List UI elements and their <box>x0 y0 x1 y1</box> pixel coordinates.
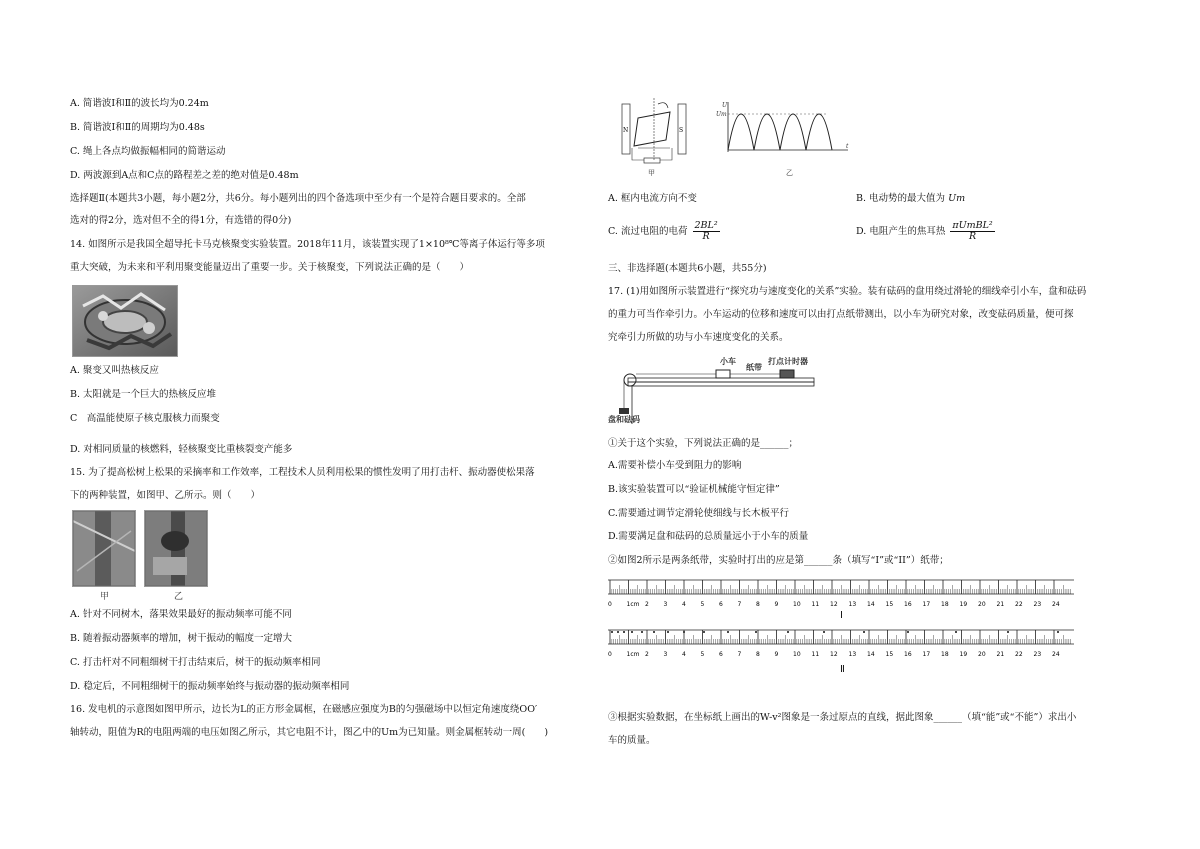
tape-dot <box>631 631 633 633</box>
ruler-tick-label: 10 <box>793 601 801 608</box>
ruler-tick-label: 6 <box>719 601 723 608</box>
svg-text:S: S <box>679 127 684 134</box>
q16-option-d-fraction <box>950 221 994 242</box>
ruler-tick-label: 7 <box>737 601 742 608</box>
ruler-tick-label: 11 <box>811 651 820 658</box>
graph-xlabel: t <box>846 143 849 150</box>
q17-sub3-line2: 车的质量。 <box>608 735 656 746</box>
tape-dot <box>823 631 825 633</box>
voltage-graph <box>716 98 856 160</box>
ruler-tick-label: 13 <box>848 651 857 658</box>
ruler-tick-label: 19 <box>959 601 968 608</box>
q15-option-b: B. 随着振动器频率的增加，树干振动的幅度一定增大 <box>70 633 293 644</box>
q17-sub3-line1: ③根据实验数据，在坐标纸上画出的W-v²图象是一条过原点的直线，据此图象______（填“能”或“不能”）求出小 <box>608 712 1077 723</box>
ruler-tick-label: 17 <box>922 651 931 658</box>
tape-dot <box>683 631 685 633</box>
generator-diagram <box>608 96 700 174</box>
q16-option-d-text: D. 电阻产生的焦耳热 <box>856 226 946 237</box>
tape-dot <box>755 631 757 633</box>
q14-stem-line2: 重大突破，为未来和平利用聚变能量迈出了重要一步。关于核聚变，下列说法正确的是（ ） <box>70 262 470 273</box>
ruler-tick-label: 13 <box>848 601 857 608</box>
q14-option-d: D. 对相同质量的核燃料，轻核聚变比重核裂变产能多 <box>70 444 293 455</box>
tape-dot <box>623 631 625 633</box>
apparatus-label-timer: 打点计时器 <box>768 356 808 366</box>
ruler-tick-label: 5 <box>700 601 705 608</box>
tape-dot <box>863 631 865 633</box>
ruler-tick-label: 8 <box>756 651 760 658</box>
section2-heading-line2: 选对的得2分，选对但不全的得1分，有选错的得0分) <box>70 215 292 226</box>
apparatus-label-cart: 小车 <box>720 356 736 366</box>
tokamak-image <box>73 286 177 356</box>
q17-sub1: ①关于这个实验，下列说法正确的是______； <box>608 438 799 449</box>
ruler-tick-label: 6 <box>719 651 723 658</box>
ruler-tick-label: 17 <box>922 601 931 608</box>
ruler-tick-label: 23 <box>1033 651 1042 658</box>
tape-dot <box>787 631 789 633</box>
tape-dot <box>907 631 909 633</box>
q17-stem-line3: 究牵引力所做的功与小车速度变化的关系。 <box>608 332 789 343</box>
section3-heading: 三、非选择题(本题共6小题，共55分) <box>608 263 767 274</box>
graph-um-tick: Um <box>716 111 727 118</box>
ruler-tape-2 <box>608 626 1078 666</box>
q15-option-a: A. 针对不同树木，落果效果最好的振动频率可能不同 <box>70 609 292 620</box>
ruler-tick-label: 21 <box>996 601 1005 608</box>
ruler-tick-label: 23 <box>1033 601 1042 608</box>
shaker-rod-photo <box>72 510 136 587</box>
ruler-tick-label: 20 <box>978 651 986 658</box>
ruler-tick-label: 19 <box>959 651 968 658</box>
ruler-tick-label: 21 <box>996 651 1005 658</box>
ruler-tick-label: 12 <box>830 651 838 658</box>
ruler-tick-label: 1cm <box>626 651 640 658</box>
ruler-tick-label: 10 <box>793 651 801 658</box>
ruler-tick-label: 8 <box>756 601 760 608</box>
ruler-tick-label: 22 <box>1015 601 1023 608</box>
tape-dot <box>703 631 705 633</box>
section2-heading-line1: 选择题Ⅱ(本题共3小题，每小题2分，共6分。每小题列出的四个备选项中至少有一个是符合题目要求的。全部 <box>70 193 526 204</box>
q16-option-c-text: C. 流过电阻的电荷 <box>608 226 688 237</box>
ruler-tick-label: 2 <box>645 601 649 608</box>
q16-option-b-text: B. 电动势的最大值为 <box>856 193 946 204</box>
q16-option-b <box>856 192 965 205</box>
ruler-tick-label: 18 <box>941 601 949 608</box>
tape-dot <box>653 631 655 633</box>
ruler-tick-label: 7 <box>737 651 742 658</box>
q16-option-d-numerator: πUmBL² <box>952 220 993 231</box>
ruler-tick-label: 18 <box>941 651 949 658</box>
q16-caption-yi: 乙 <box>786 169 793 177</box>
ruler-tick-label: 3 <box>663 601 668 608</box>
svg-text:N: N <box>623 127 629 134</box>
tape-dot <box>727 631 729 633</box>
q16-stem-line1: 16. 发电机的示意图如图甲所示，边长为L的正方形金属框，在磁感应强度为B的匀强磁场中以恒定角速度绕OO′ <box>70 704 538 715</box>
tape-dot <box>641 631 643 633</box>
q16-option-c-fraction <box>693 221 720 242</box>
ruler-2-label: Ⅱ <box>840 664 845 675</box>
q13-option-c: C. 绳上各点均做振幅相同的简谐运动 <box>70 146 226 157</box>
tape-dot <box>955 631 957 633</box>
ruler-tick-label: 4 <box>682 651 686 658</box>
q16-option-d <box>856 221 995 242</box>
ruler-tick-label: 9 <box>774 651 779 658</box>
q14-option-c: C 高温能使原子核克服核力而聚变 <box>70 413 220 424</box>
q16-stem-line2: 轴转动，阻值为R的电阻两端的电压如图乙所示，其它电阻不计，图乙中的Um为已知量。则金属框转动一周( ) <box>70 727 549 738</box>
ruler-tick-label: 9 <box>774 601 779 608</box>
q14-option-b: B. 太阳就是一个巨大的热核反应堆 <box>70 389 217 400</box>
q13-option-b: B. 简谐波Ⅰ和Ⅱ的周期均为0.48s <box>70 122 205 133</box>
ruler-tick-label: 0 <box>608 651 612 658</box>
q15-caption-jia: 甲 <box>100 592 110 602</box>
ruler-tick-label: 20 <box>978 601 986 608</box>
tokamak-photo <box>72 285 178 357</box>
q17-sub1-option-d: D.需要满足盘和砝码的总质量远小于小车的质量 <box>608 531 809 542</box>
ruler-tick-label: 24 <box>1052 601 1060 608</box>
q16-option-b-value: Um <box>948 193 966 204</box>
ruler-tick-label: 4 <box>682 601 686 608</box>
ruler-tick-label: 2 <box>645 651 649 658</box>
tape-dot <box>667 631 669 633</box>
graph-ylabel: U <box>722 102 728 109</box>
tape-dot <box>1057 631 1059 633</box>
q13-option-a: A. 简谐波Ⅰ和Ⅱ的波长均为0.24m <box>70 98 209 109</box>
vibrator-photo <box>144 510 208 587</box>
q17-sub1-option-b: B.该实验装置可以“验证机械能守恒定律” <box>608 484 780 495</box>
ruler-tick-label: 0 <box>608 601 612 608</box>
ruler-1-label: Ⅰ <box>840 610 843 621</box>
ruler-tick-label: 3 <box>663 651 668 658</box>
q16-option-c <box>608 221 720 242</box>
q17-sub2: ②如图2所示是两条纸带，实验时打出的应是第______条（填写“I”或“II”）纸带； <box>608 555 949 566</box>
ruler-tick-label: 14 <box>867 651 875 658</box>
q15-stem-line1: 15. 为了提高松树上松果的采摘率和工作效率，工程技术人员利用松果的惯性发明了用打击杆、振动器使松果落 <box>70 467 535 478</box>
vibrator-image <box>145 511 207 586</box>
ruler-tick-label: 16 <box>904 651 912 658</box>
q17-sub1-option-a: A.需要补偿小车受到阻力的影响 <box>608 460 742 471</box>
ruler-tick-label: 1cm <box>626 601 640 608</box>
q17-stem-line1: 17. (1)用如图所示装置进行“探究功与速度变化的关系”实验。装有砝码的盘用绕过滑轮的细线牵引小车，盘和砝码 <box>608 286 1087 297</box>
tree-rod-image <box>73 511 135 586</box>
ruler-tick-label: 5 <box>700 651 705 658</box>
apparatus-label-weights: 盘和砝码 <box>608 414 640 424</box>
ruler-tick-label: 24 <box>1052 651 1060 658</box>
ruler-tick-label: 11 <box>811 601 820 608</box>
q15-caption-yi: 乙 <box>174 592 184 602</box>
tape-dot <box>617 631 619 633</box>
q17-sub1-option-c: C.需要通过调节定滑轮使细线与长木板平行 <box>608 508 789 519</box>
q13-option-d: D. 两波源到A点和C点的路程差之差的绝对值是0.48m <box>70 170 299 181</box>
ruler-tick-label: 16 <box>904 601 912 608</box>
ruler-tape-1 <box>608 576 1078 612</box>
ruler-tick-label: 15 <box>885 601 894 608</box>
q16-option-c-numerator: 2BL² <box>694 220 718 231</box>
q15-stem-line2: 下的两种装置，如图甲、乙所示。则（ ） <box>70 490 261 501</box>
apparatus-label-tape: 纸带 <box>746 362 762 372</box>
ruler-tick-label: 12 <box>830 601 838 608</box>
tape-dot <box>611 631 613 633</box>
q16-caption-jia: 甲 <box>648 169 655 177</box>
q16-option-c-denominator: R <box>702 231 710 242</box>
ruler-tick-label: 22 <box>1015 651 1023 658</box>
q15-option-c: C. 打击杆对不同粗细树干打击结束后，树干的振动频率相同 <box>70 657 321 668</box>
q14-stem-line1: 14. 如图所示是我国全超导托卡马克核聚变实验装置。2018年11月，该装置实现了1×10⁸℃等离子体运行等多项 <box>70 239 545 250</box>
q16-option-a: A. 框内电流方向不变 <box>608 193 697 204</box>
ruler-tick-label: 14 <box>867 601 875 608</box>
q17-stem-line2: 的重力可当作牵引力。小车运动的位移和速度可以由打点纸带测出，以小车为研究对象，改变砝码质量，便可探 <box>608 309 1074 320</box>
ruler-tick-label: 15 <box>885 651 894 658</box>
q16-option-d-denominator: R <box>968 231 977 242</box>
q15-option-d: D. 稳定后，不同粗细树干的振动频率始终与振动器的振动频率相同 <box>70 681 350 692</box>
q14-option-a: A. 聚变又叫热核反应 <box>70 365 159 376</box>
tape-dot <box>1007 631 1009 633</box>
